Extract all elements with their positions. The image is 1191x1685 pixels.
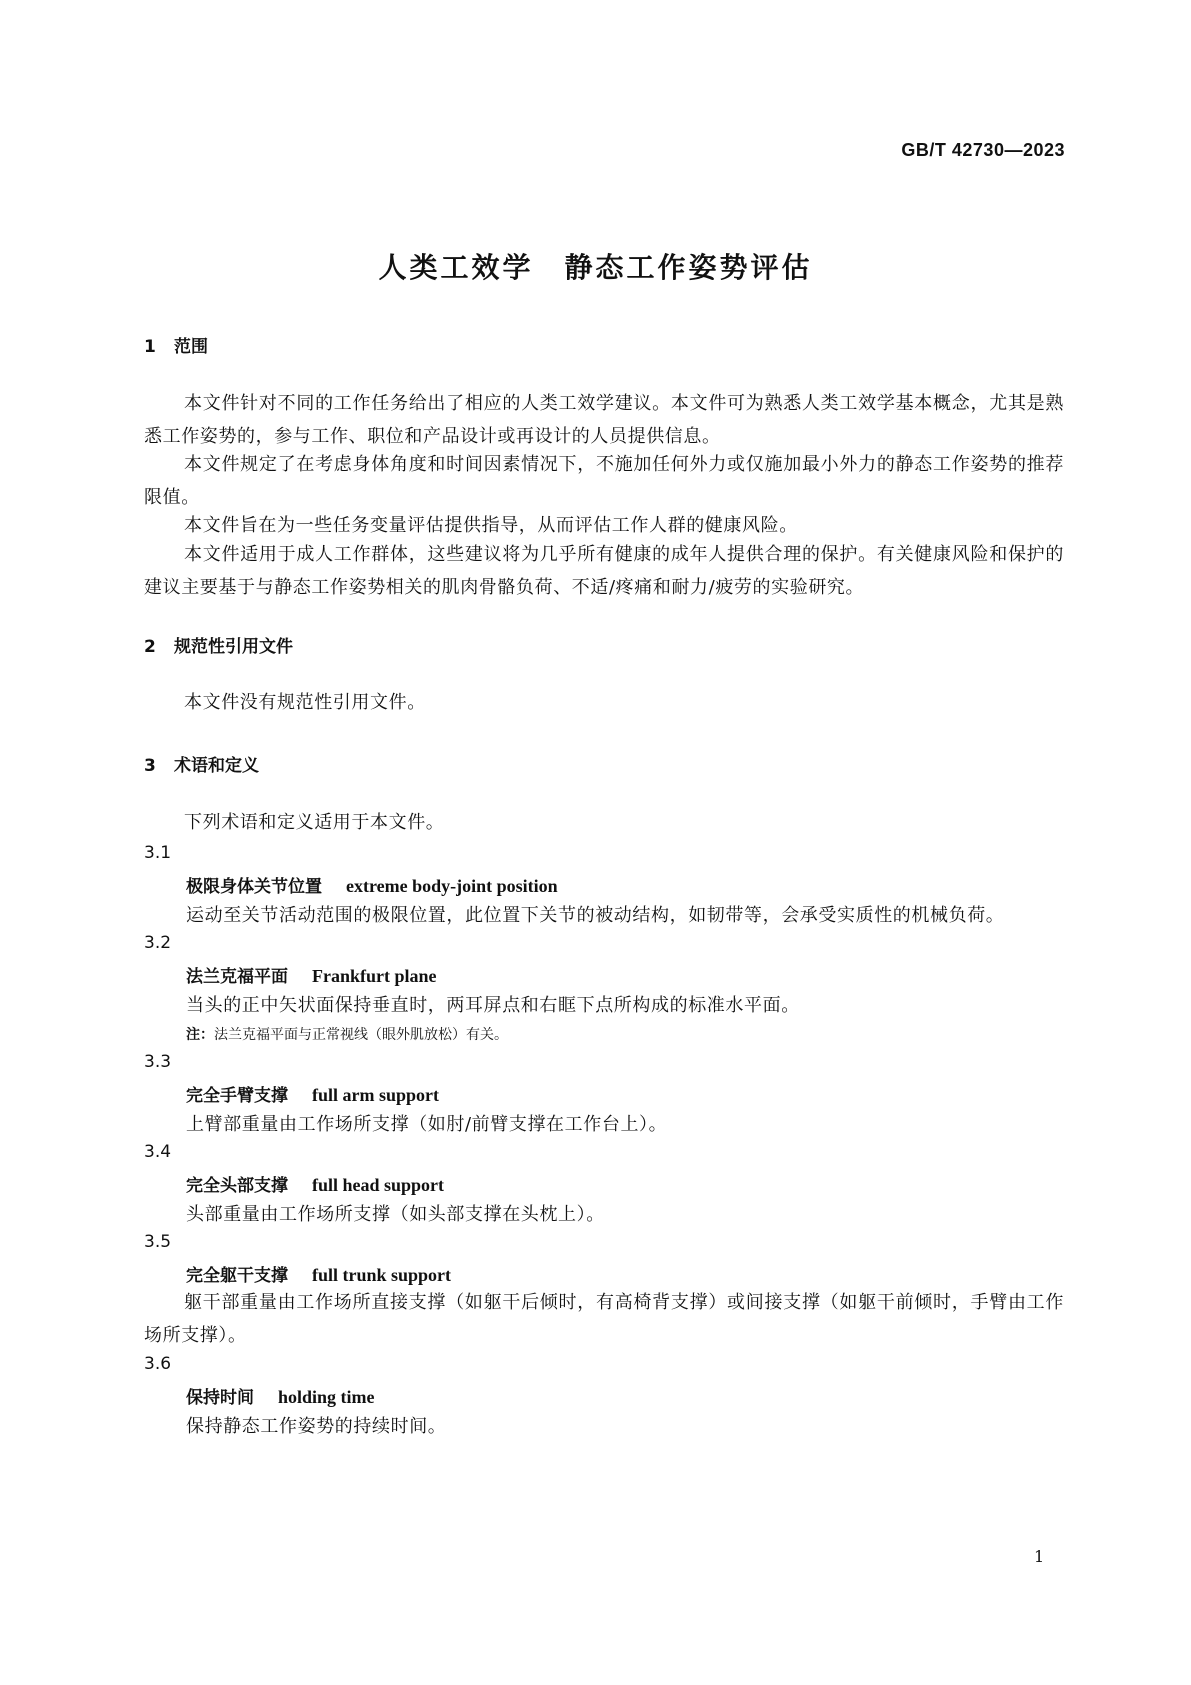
term-entry: [186, 1081, 439, 1106]
term-chinese: 法兰克福平面: [186, 967, 288, 987]
term-number: 3.2: [144, 933, 172, 953]
term-chinese: 极限身体关节位置: [186, 877, 322, 897]
scope-paragraph-3: 本文件旨在为一些任务变量评估提供指导，从而评估工作人群的健康风险。: [184, 515, 798, 536]
term-chinese: 完全躯干支撑: [186, 1266, 288, 1286]
term-entry: [186, 1171, 444, 1196]
section-number: 3: [144, 756, 156, 776]
note-text: 法兰克福平面与正常视线（眼外肌放松）有关。: [214, 1027, 508, 1043]
term-number: 3.5: [144, 1232, 172, 1252]
section-title: 规范性引用文件: [174, 637, 293, 657]
section-3-heading: [144, 751, 259, 776]
section-number: 1: [144, 337, 156, 357]
term-english: holding time: [278, 1387, 375, 1407]
note-label: 注：: [186, 1027, 214, 1043]
term-definition: 躯干部重量由工作场所直接支撑（如躯干后倾时，有高椅背支撑）或间接支撑（如躯干前倾时，手臂由工作场所支撑）。: [144, 1292, 1064, 1346]
term-english: extreme body-joint position: [346, 876, 558, 896]
section-title: 范围: [174, 337, 208, 357]
terms-intro: 下列术语和定义适用于本文件。: [184, 812, 445, 833]
term-number: 3.4: [144, 1142, 172, 1162]
term-entry: [186, 1261, 451, 1286]
section-2-heading: [144, 632, 293, 657]
term-english: Frankfurt plane: [312, 966, 437, 986]
term-number: 3.1: [144, 843, 172, 863]
term-entry: [186, 962, 437, 987]
scope-paragraph-2: 本文件规定了在考虑身体角度和时间因素情况下，不施加任何外力或仅施加最小外力的静态工作姿势的推荐限值。: [144, 454, 1064, 508]
term-definition: 上臂部重量由工作场所支撑（如肘/前臂支撑在工作台上）。: [186, 1114, 668, 1135]
document-title: 人类工效学 静态工作姿势评估: [378, 251, 813, 284]
scope-paragraph-1: 本文件针对不同的工作任务给出了相应的人类工效学建议。本文件可为熟悉人类工效学基本概念，尤其是熟悉工作姿势的，参与工作、职位和产品设计或再设计的人员提供信息。: [144, 393, 1064, 447]
term-entry: [186, 1383, 375, 1408]
term-english: full arm support: [312, 1085, 440, 1105]
term-definition: 当头的正中矢状面保持垂直时，两耳屏点和右眶下点所构成的标准水平面。: [186, 995, 800, 1016]
normative-references-text: 本文件没有规范性引用文件。: [184, 692, 426, 713]
term-definition: 头部重量由工作场所支撑（如头部支撑在头枕上）。: [186, 1204, 605, 1225]
section-1-heading: [144, 332, 208, 357]
standard-code: GB/T 42730—2023: [901, 140, 1065, 160]
term-chinese: 完全手臂支撑: [186, 1086, 288, 1106]
term-number: 3.6: [144, 1354, 172, 1374]
term-definition: 运动至关节活动范围的极限位置，此位置下关节的被动结构，如韧带等，会承受实质性的机械负荷。: [186, 905, 1005, 926]
scope-paragraph-4: 本文件适用于成人工作群体，这些建议将为几乎所有健康的成年人提供合理的保护。有关健康风险和保护的建议主要基于与静态工作姿势相关的肌肉骨骼负荷、不适/疼痛和耐力/疲劳的实验研究。: [144, 544, 1064, 598]
term-english: full head support: [312, 1175, 445, 1195]
page-number: 1: [1034, 1547, 1045, 1566]
term-english: full trunk support: [312, 1265, 452, 1285]
term-entry: [186, 872, 558, 897]
term-chinese: 完全头部支撑: [186, 1176, 288, 1196]
section-title: 术语和定义: [174, 756, 259, 776]
term-number: 3.3: [144, 1052, 172, 1072]
term-definition: 保持静态工作姿势的持续时间。: [186, 1416, 447, 1437]
term-note: [186, 1024, 508, 1044]
section-number: 2: [144, 637, 156, 657]
term-chinese: 保持时间: [186, 1388, 254, 1408]
